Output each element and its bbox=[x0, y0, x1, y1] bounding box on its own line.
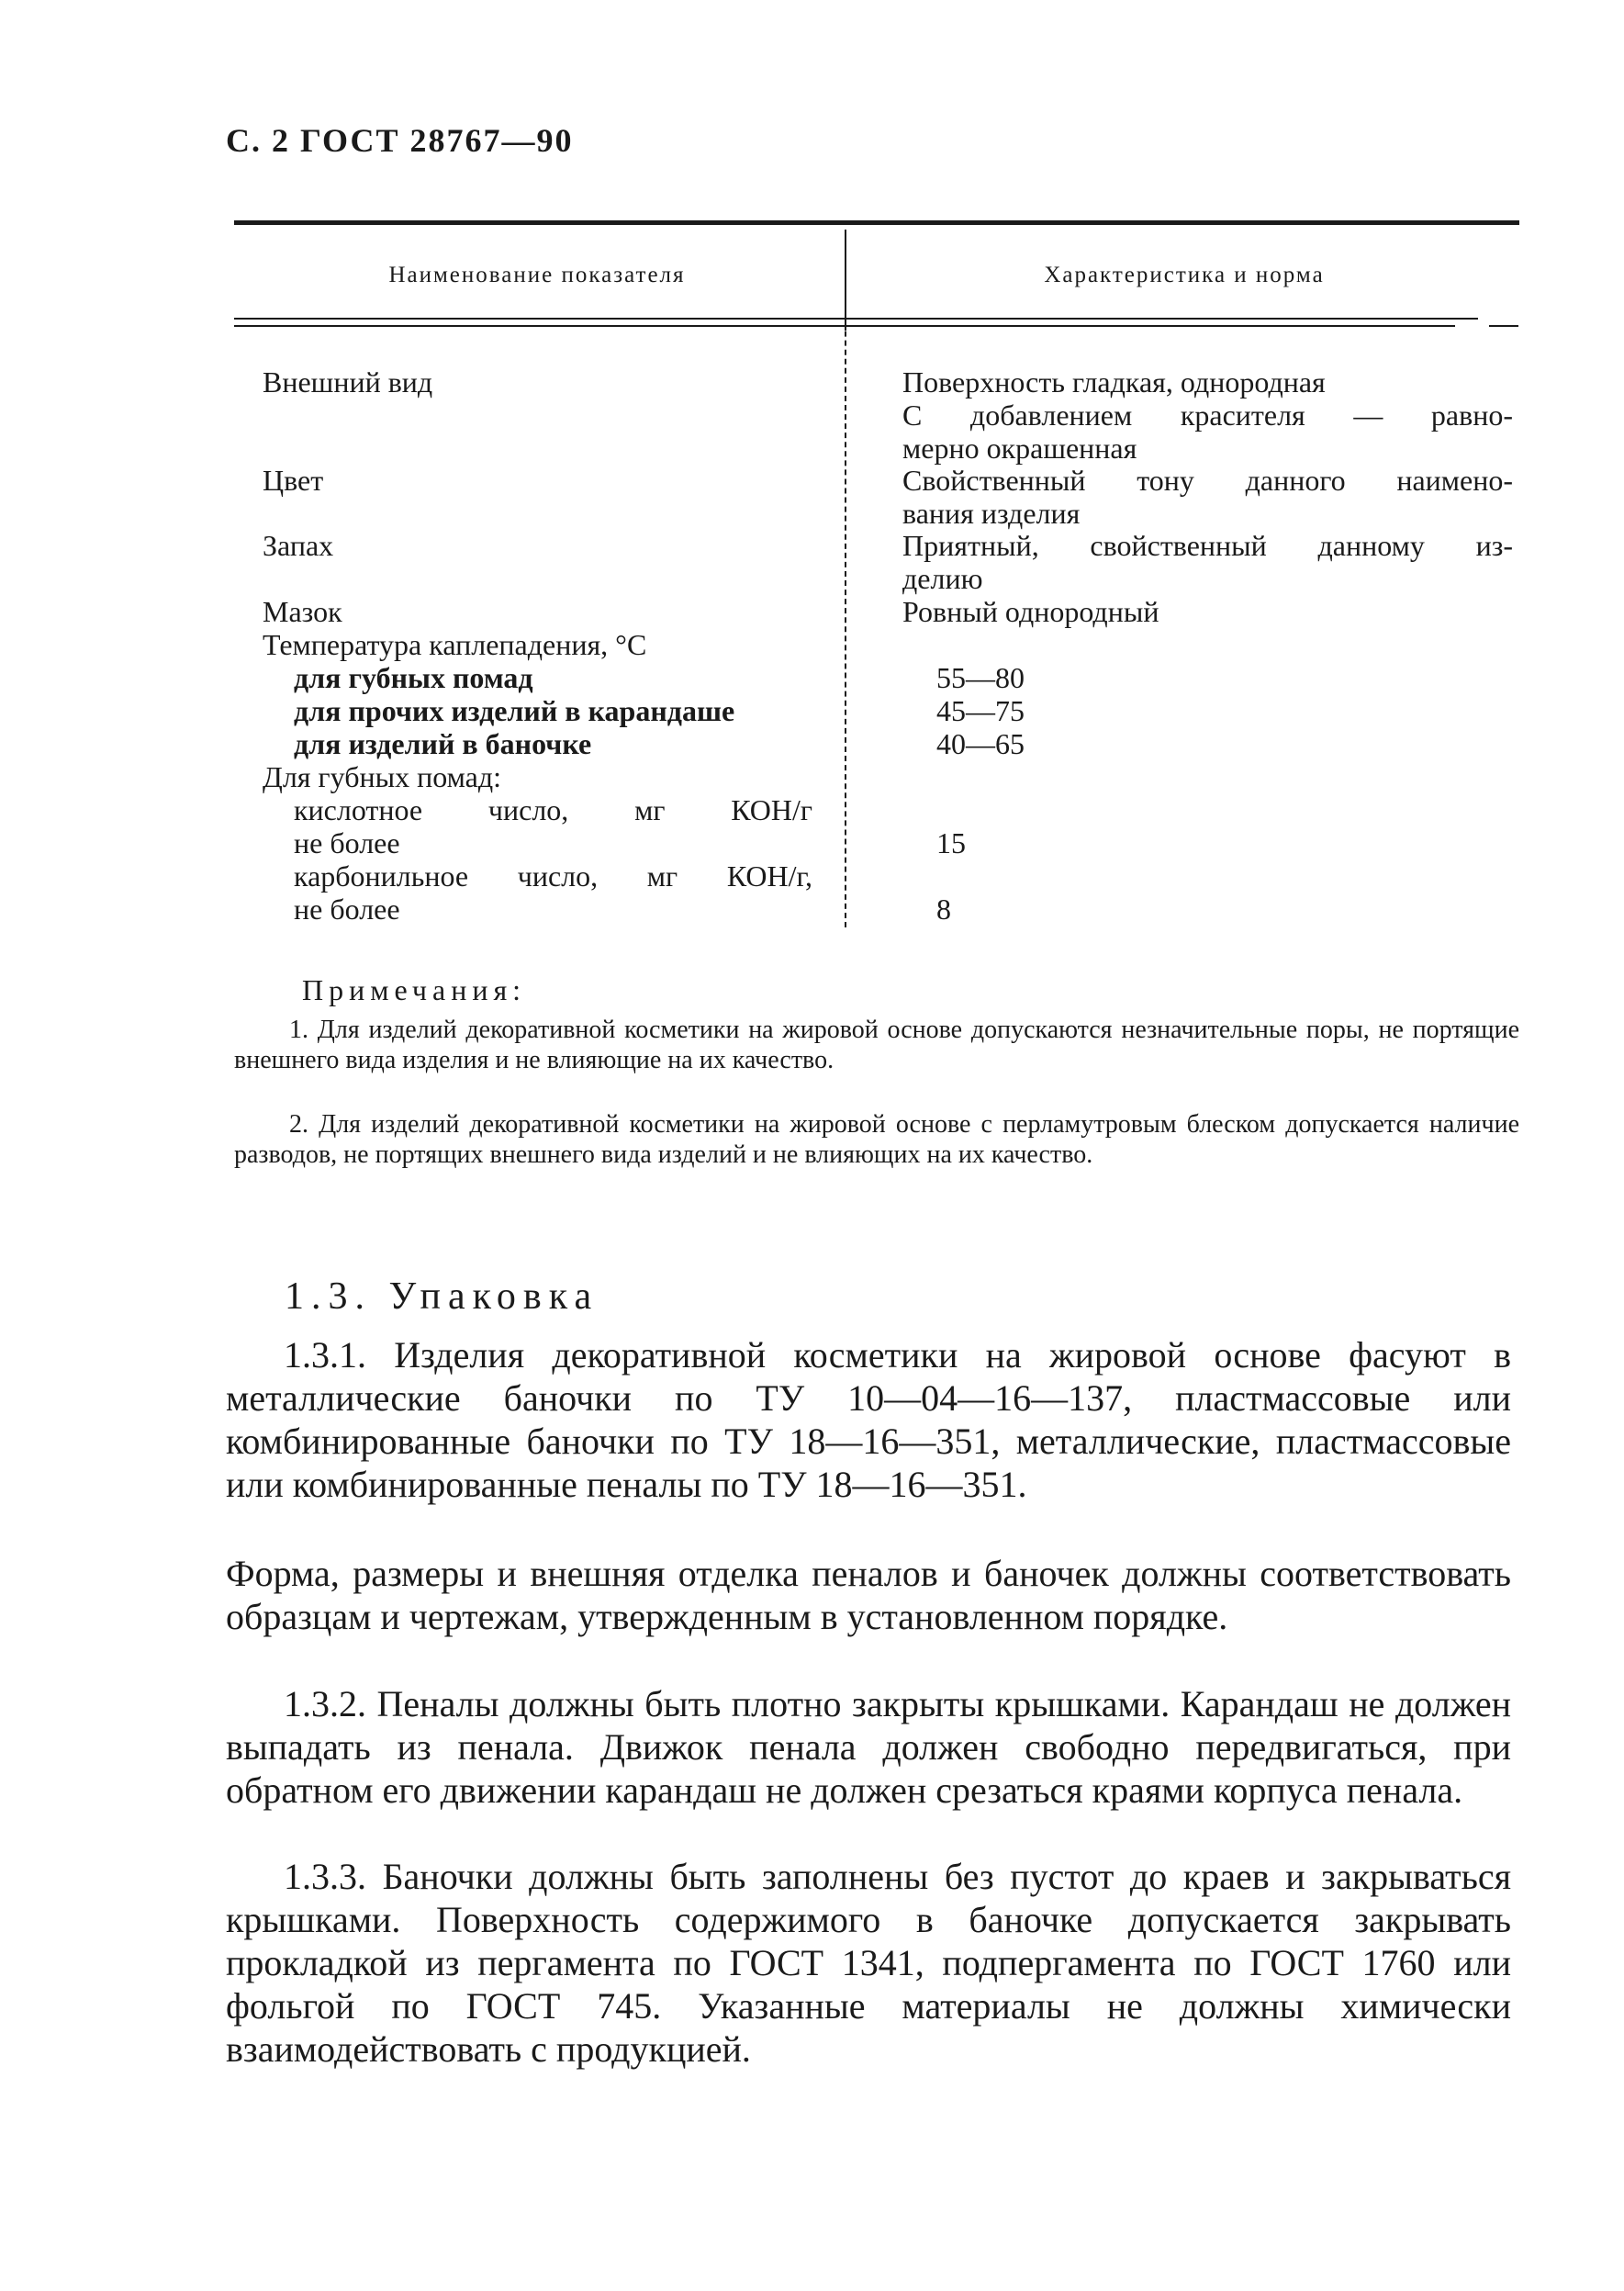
section-paragraph: 1.3.1. Изделия декоративной косметики на жировой основе фасуют в металлические баночки по ТУ 10—04—16—137, пластмассовые или комбинированные баночки по ТУ 18—16—351, металлические, пластмассовые или комбинированные пеналы по ТУ 18—16—351. bbox=[226, 1334, 1511, 1505]
row-smell-value-b: делию bbox=[902, 562, 983, 595]
table-top-rule bbox=[234, 220, 1519, 225]
row-appearance-name: Внешний вид bbox=[263, 365, 433, 399]
row-drop-temp-name: Температура каплепадения, °С bbox=[263, 628, 647, 661]
row-color-value-a: Свойственный тону данного наимено- bbox=[902, 464, 1513, 497]
row-lipstick-acid-value: 15 bbox=[936, 826, 966, 859]
notes-title: Примечания: bbox=[302, 973, 527, 1006]
note-item: 2. Для изделий декоративной косметики на жировой основе с перламутровым блеском допускается наличие разводов, не портящих внешнего вида изделий и не влияющих на их качество. bbox=[234, 1110, 1519, 1169]
row-lipstick-acid-name: кислотное число, мг КОН/г bbox=[294, 793, 812, 826]
table-column-divider-header bbox=[845, 230, 846, 331]
row-drop-temp-jar-value: 40—65 bbox=[936, 727, 1025, 760]
row-appearance-value-2a: С добавлением красителя — равно- bbox=[902, 399, 1513, 432]
row-lipstick-acid-limit: не более bbox=[294, 826, 400, 859]
row-drop-temp-pencil-value: 45—75 bbox=[936, 694, 1025, 727]
row-drop-temp-lipstick-value: 55—80 bbox=[936, 661, 1025, 694]
page-header: С. 2 ГОСТ 28767—90 bbox=[226, 122, 574, 159]
section-title: 1.3. Упаковка bbox=[285, 1275, 599, 1318]
row-drop-temp-pencil-name: для прочих изделий в карандаше bbox=[294, 694, 735, 727]
row-lipstick-carbonyl-name: карбонильное число, мг КОН/г, bbox=[294, 859, 812, 893]
row-smear-name: Мазок bbox=[263, 595, 342, 628]
note-item: 1. Для изделий декоративной косметики на жировой основе допускаются незначительные поры, не портящие внешнего вида изделия и не влияющие на их качество. bbox=[234, 1016, 1519, 1074]
section-paragraph: 1.3.2. Пеналы должны быть плотно закрыты крышками. Карандаш не должен выпадать из пенала. Движок пенала должен свободно передвигаться, при обратном его движении карандаш не должен срезаться краями корпуса пенала. bbox=[226, 1683, 1511, 1811]
table-header-value: Характеристика и норма bbox=[1044, 263, 1325, 287]
table-header-name: Наименование показателя bbox=[388, 263, 686, 287]
row-lipstick-name: Для губных помад: bbox=[263, 760, 502, 793]
row-smell-name: Запах bbox=[263, 529, 334, 562]
section-paragraph: Форма, размеры и внешняя отделка пеналов и баночек должны соответствовать образцам и чертежам, утвержденным в установленном порядке. bbox=[226, 1553, 1511, 1637]
row-appearance-value-2b: мерно окрашенная bbox=[902, 432, 1137, 465]
row-lipstick-carbonyl-limit: не более bbox=[294, 893, 400, 926]
row-color-value-b: вания изделия bbox=[902, 497, 1081, 530]
table-column-divider bbox=[845, 230, 848, 927]
row-lipstick-carbonyl-value: 8 bbox=[936, 893, 951, 926]
row-drop-temp-lipstick-name: для губных помад bbox=[294, 661, 533, 694]
row-smell-value-a: Приятный, свойственный данному из- bbox=[902, 529, 1513, 562]
table-header-rule-tail bbox=[1489, 325, 1518, 327]
row-appearance-value: Поверхность гладкая, однородная bbox=[902, 365, 1326, 399]
row-drop-temp-jar-name: для изделий в баночке bbox=[294, 727, 592, 760]
table-header-rule bbox=[234, 318, 1478, 320]
section-paragraph: 1.3.3. Баночки должны быть заполнены без пустот до краев и закрываться крышками. Поверхность содержимого в баночке допускается закрывать прокладкой из пергамента по ГОСТ 1341, подпергамента по ГОСТ 1760 или фольгой по ГОСТ 745. Указанные материалы не должны химически взаимодействовать с продукцией. bbox=[226, 1856, 1511, 2070]
row-smear-value: Ровный однородный bbox=[902, 595, 1159, 628]
row-color-name: Цвет bbox=[263, 464, 324, 497]
